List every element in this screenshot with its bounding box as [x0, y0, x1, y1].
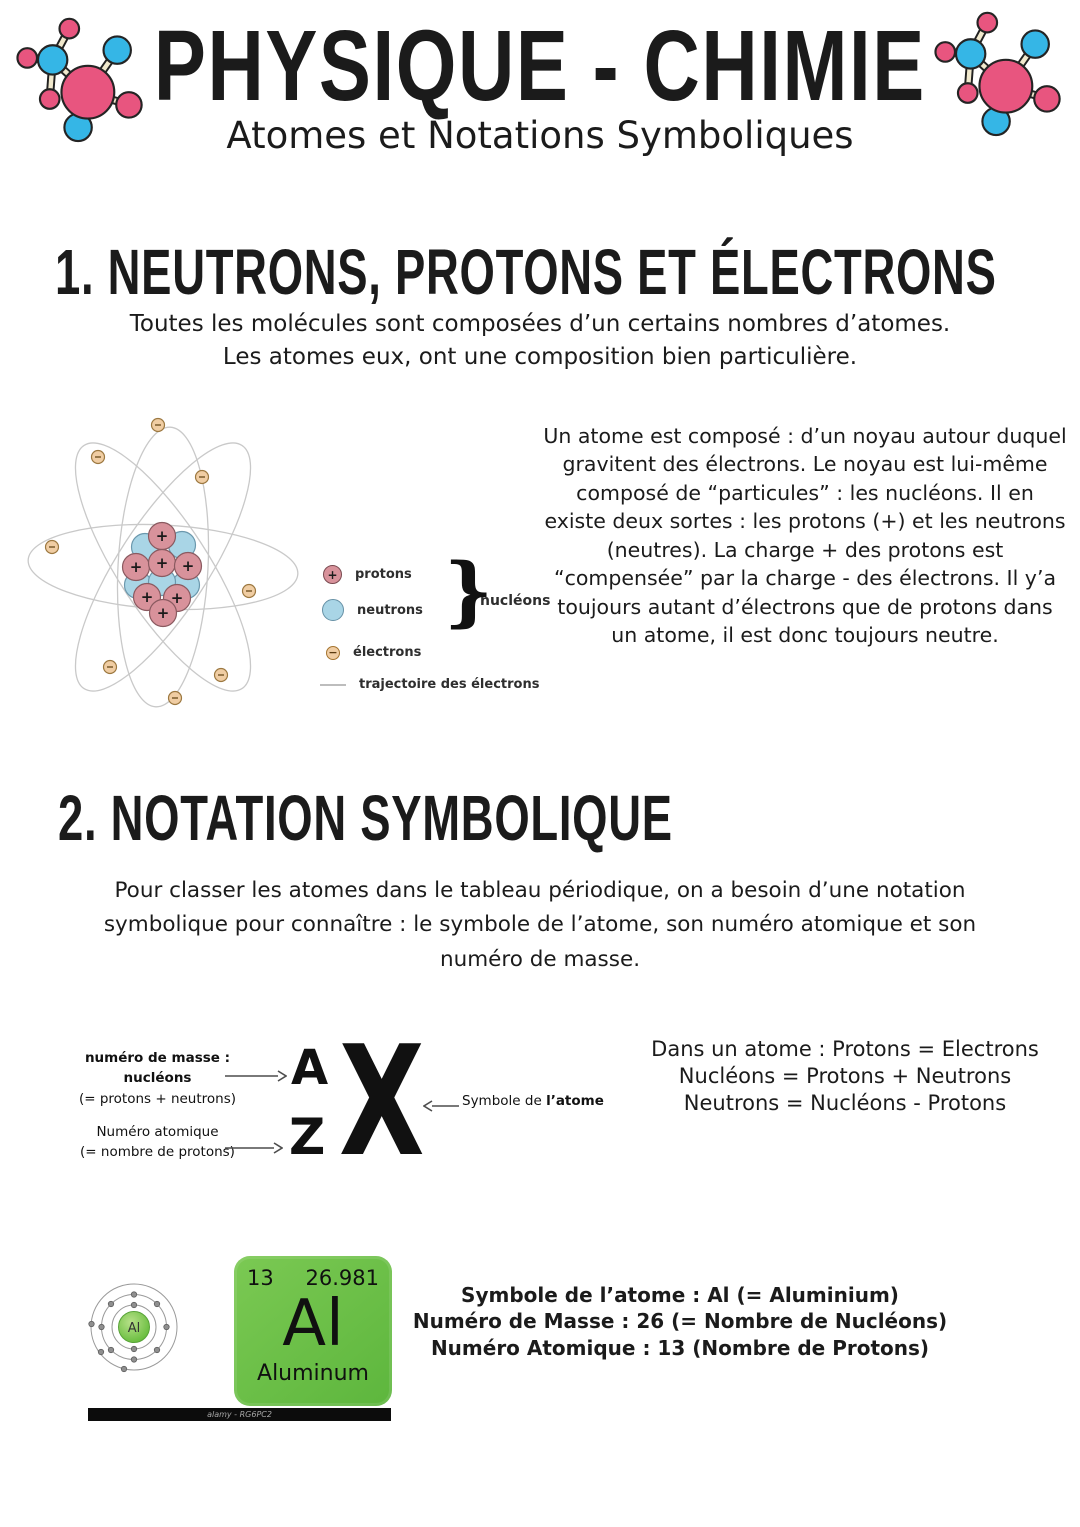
nucleus — [123, 523, 202, 627]
atomic-number-letter: Z — [289, 1108, 326, 1166]
rule-line2: Nucléons = Protons + Neutrons — [678, 1063, 1012, 1088]
atom-diagram — [25, 405, 555, 740]
arrow-right-icon — [225, 1140, 283, 1154]
legend-protons-row — [320, 565, 412, 584]
atomic-number-label-line2: (= nombre de protons) — [80, 1144, 235, 1161]
nucleons-brace-icon: } — [444, 546, 493, 635]
caption-line3: Numéro Atomique : 13 (Nombre de Protons) — [430, 1335, 930, 1360]
trajectory-line-icon — [320, 684, 346, 686]
section1-intro — [0, 308, 1080, 374]
section2-intro: Pour classer les atomes dans le tableau périodique, on a besoin d’une notation symbolique pour connaître : le symbole de l’atome, son numéro atomique et son numéro de masse. — [103, 878, 977, 972]
image-credit-text: alamy - RG6PC2 — [207, 1410, 272, 1419]
legend-trajectory-row — [320, 677, 539, 692]
section2-heading: 2. NOTATION SYMBOLIQUE — [58, 782, 673, 854]
tile-symbol: Al — [282, 1287, 344, 1361]
page-subtitle: Atomes et Notations Symboliques — [226, 114, 854, 157]
mass-number-label-line2: (= protons + neutrons) — [78, 1090, 237, 1107]
electron-swatch-icon: − — [326, 646, 340, 660]
legend-trajectory-label: trajectoire des électrons — [359, 677, 540, 692]
atom-description: Un atome est composé : d’un noyau autour duquel gravitent des électrons. Le noyau est lui-même composé de “particules” : les nucléons. Il en existe deux sortes : les protons (+) et les neutrons (neutres). La charge + des protons est “compensée” par la charge - des électrons. Il y’a toujours autant d’électrons que de protons dans un atome, il est donc toujours neutre. — [543, 424, 1067, 648]
caption-line1: Symbole de l’atome : Al (= Aluminium) — [461, 1283, 899, 1307]
tile-atomic-mass: 26.981 — [305, 1266, 379, 1290]
element-symbol-letter: X — [339, 1013, 425, 1190]
neutron-swatch-icon — [322, 599, 344, 621]
periodic-tile-top — [234, 1256, 392, 1290]
svg-text:+: + — [155, 554, 169, 572]
svg-text:+: + — [170, 589, 184, 607]
mass-number-letter: A — [291, 1040, 329, 1096]
rule-line3: Neutrons = Nucléons - Protons — [683, 1090, 1007, 1115]
arrow-left-icon — [423, 1098, 459, 1112]
svg-text:+: + — [156, 604, 170, 622]
svg-text:+: + — [181, 557, 195, 575]
tile-name: Aluminum — [257, 1361, 369, 1387]
legend-electrons-label: électrons — [353, 645, 422, 660]
proton-swatch-icon: + — [323, 565, 342, 584]
legend-neutrons-row — [320, 599, 423, 621]
svg-text:+: + — [129, 558, 143, 576]
atomic-number-label-line1: Numéro atomique — [96, 1124, 219, 1140]
legend-electrons-row — [320, 645, 421, 660]
bohr-model — [86, 1279, 182, 1375]
svg-text:+: + — [140, 588, 154, 606]
legend-nucleons-label: nucléons — [480, 593, 551, 609]
periodic-tile — [234, 1256, 392, 1406]
legend-neutrons-label: neutrons — [357, 602, 423, 618]
legend-protons-label: protons — [355, 567, 412, 582]
section1-intro-line2: Les atomes eux, ont une composition bien particulière. — [222, 343, 858, 370]
section1-heading: 1. NEUTRONS, PROTONS ET ÉLECTRONS — [55, 236, 997, 308]
caption-line2: Numéro de Masse : 26 (= Nombre de Nucléons) — [412, 1309, 948, 1334]
symbol-label: Symbole de l’atome — [462, 1093, 604, 1109]
section1-intro-line1: Toutes les molécules sont composées d’un certains nombres d’atomes. — [129, 311, 951, 337]
atom-diagram-image — [25, 405, 365, 740]
tile-atomic-number: 13 — [247, 1266, 274, 1290]
mass-number-label-line1: numéro de masse : nucléons — [84, 1050, 231, 1087]
bohr-nucleus-label: Al — [127, 1321, 141, 1336]
svg-text:+: + — [155, 527, 169, 545]
page-title: PHYSIQUE - CHIMIE — [154, 10, 926, 122]
arrow-right-icon — [225, 1068, 287, 1082]
rule-line1: Dans un atome : Protons = Electrons — [651, 1037, 1039, 1061]
atom-legend — [320, 546, 555, 705]
image-credit-bar — [88, 1408, 391, 1421]
atom-rules — [625, 1036, 1065, 1117]
example-caption — [400, 1282, 960, 1361]
